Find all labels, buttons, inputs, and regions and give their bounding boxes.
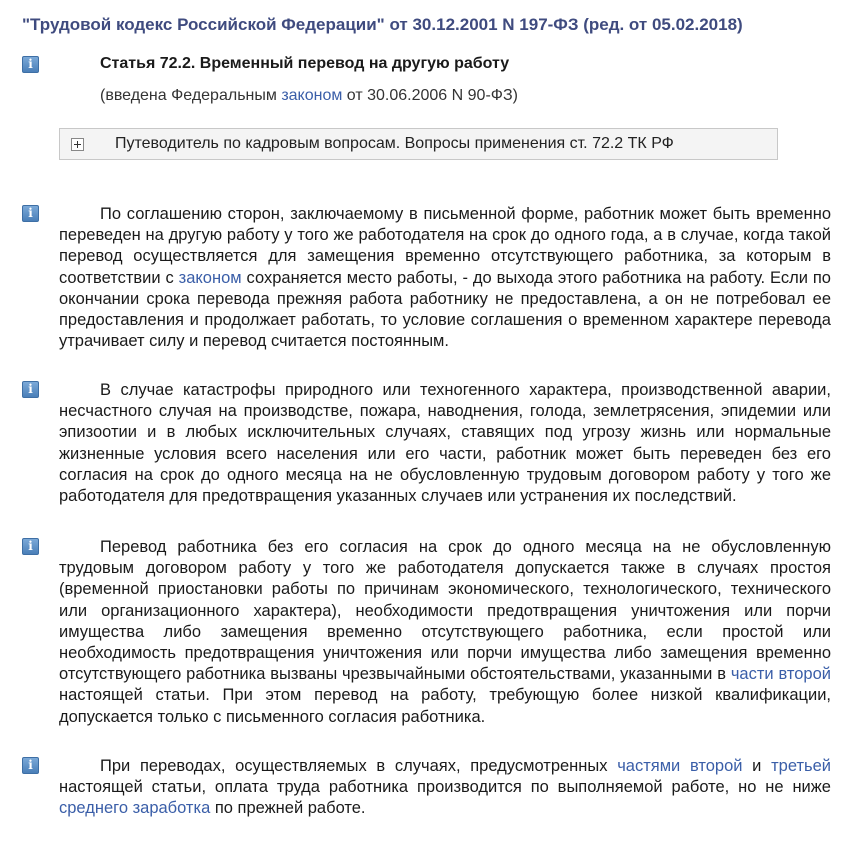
article-note	[100, 87, 518, 105]
info-icon[interactable]: i	[22, 538, 39, 555]
paragraph-text: настоящей статьи. При этом перевод на работу, требующую более низкой квалификации, допускается только с письменного согласия работника.	[59, 686, 831, 726]
part-two-link[interactable]: части второй	[730, 665, 831, 684]
info-icon[interactable]: i	[22, 56, 39, 73]
article-note-text: от 30.06.2006 N 90-ФЗ)	[342, 87, 518, 104]
law-link[interactable]: законом	[178, 268, 242, 287]
info-icon[interactable]: i	[22, 381, 39, 398]
info-icon[interactable]: i	[22, 757, 39, 774]
average-earnings-link[interactable]: среднего заработка	[59, 799, 211, 818]
paragraph-text: настоящей статьи, оплата труда работника производится по выполняемой работе, но не ниже	[59, 778, 831, 797]
guide-expander[interactable]	[59, 128, 778, 160]
law-link[interactable]: законом	[281, 87, 343, 104]
article-note-text: (введена Федеральным	[100, 87, 282, 104]
paragraph-text: По соглашению сторон, заключаемому в письменной форме, работник может быть временно переведен на другую работу у того же работодателя на срок до одного года, а в случае, когда такой перевод осуществляется для замещения временно отсутствующего работника, за которым в соответствии с	[59, 205, 831, 287]
paragraph-1	[59, 204, 831, 352]
paragraph-3	[59, 537, 831, 728]
part-three-link[interactable]: третьей	[771, 757, 832, 775]
paragraph-text: сохраняется место работы, - до выхода этого работника на работу. Если по окончании срока перевода прежняя работа работнику не предоставлена, а он не потребовал ее предоставления и продолжает работать, то условие соглашения о временном характере перевода утрачивает силу и перевод считается постоянным.	[59, 268, 831, 351]
parts-two-link[interactable]: частями второй	[617, 757, 743, 775]
guide-label: Путеводитель по кадровым вопросам. Вопросы применения ст. 72.2 ТК РФ	[115, 135, 674, 152]
paragraph-2	[59, 380, 831, 507]
plus-expand-icon[interactable]	[71, 138, 84, 151]
info-icon[interactable]: i	[22, 205, 39, 222]
paragraph-text: Перевод работника без его согласия на срок до одного месяца на не обусловленную трудовым договором работу у того же работодателя допускается также в случаях простоя (временной приостановки работы по причинам экономического, технологического, технического или организационного характера), необходимости предотвращения уничтожения или порчи имущества либо замещения временно отсутствующего работника, если простой или необходимость предотвращения уничтожения или порчи имущества либо замещения временно отсутствующего работника вызваны чрезвычайными обстоятельствами, указанными в	[59, 538, 831, 684]
article-heading: Статья 72.2. Временный перевод на другую работу	[100, 55, 510, 72]
paragraph-text: При переводах, осуществляемых в случаях, предусмотренных	[100, 757, 618, 775]
document-title: "Трудовой кодекс Российской Федерации" от 30.12.2001 N 197-ФЗ (ред. от 05.02.2018)	[22, 15, 743, 34]
paragraph-text: по прежней работе.	[210, 799, 366, 818]
paragraph-4	[59, 756, 831, 820]
paragraph-text: и	[742, 757, 772, 775]
paragraph-text: В случае катастрофы природного или техногенного характера, производственной аварии, несчастного случая на производстве, пожара, наводнения, голода, землетрясения, эпидемии или эпизоотии и в любых исключительных случаях, ставящих под угрозу жизнь или нормальные жизненные условия всего населения или его части, работник может быть переведен без его согласия на срок до одного месяца на не обусловленную трудовым договором работу у того же работодателя для предотвращения указанных случаев или устранения их последствий.	[59, 381, 831, 506]
